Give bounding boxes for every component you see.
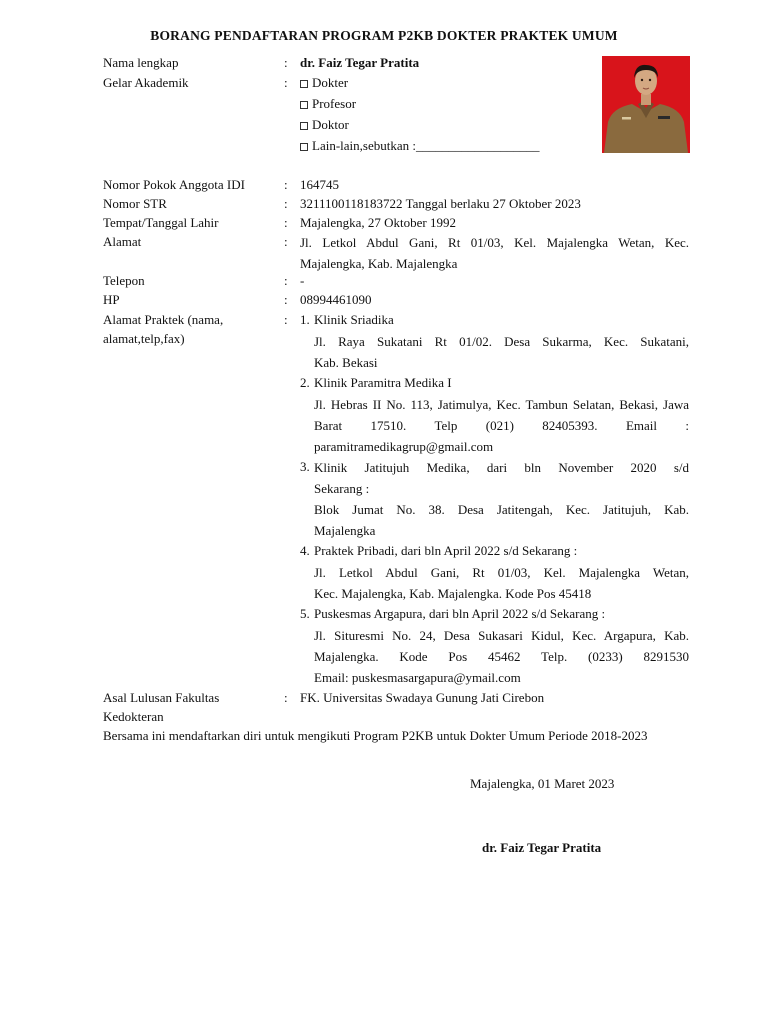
list-number: 1. [300,312,310,327]
colon: : [284,215,288,230]
list-item-body [314,394,689,457]
list-item-heading: Puskesmas Argapura, dari bln April 2022 s/d Sekarang : [314,606,606,621]
list-item-heading: Praktek Pribadi, dari bln April 2022 s/d Sekarang : [314,543,578,558]
colon: : [284,196,288,211]
colon: : [284,690,288,705]
checkbox-icon[interactable] [300,80,308,88]
value-str: 3211100118183722 Tanggal berlaku 27 Oktober 2023 [300,196,581,211]
value-ttl: Majalengka, 27 Oktober 1992 [300,215,456,230]
list-number: 3. [300,459,310,474]
label-asal: Asal Lulusan Fakultas [103,690,220,705]
place-date: Majalengka, 01 Maret 2023 [470,776,615,791]
body-line: Jl. Hebras II No. 113, Jatimulya, Kec. Tambun Selatan, [314,397,615,412]
colon: : [284,312,288,327]
option-label: Doktor [312,117,349,132]
body-line: paramitramedikagrup@gmail.com [314,439,494,454]
body-line: Majalengka [314,523,376,538]
list-number: 2. [300,375,310,390]
label-hp: HP [103,292,120,307]
colon: : [284,234,288,249]
list-item-body [314,562,689,604]
option-label: Profesor [312,96,357,111]
body-line: Bekasi, Jawa Barat 17510. Telp (021) 82405393. Email : [314,397,689,433]
alamat-line: Majalengka, Kab. Majalengka [300,256,458,271]
list-item-heading: Klinik Sriadika [314,312,394,327]
body-line: Jl. Letkol Abdul Gani, Rt 01/03, Kel. Majalengka Wetan, [314,565,689,580]
value-alamat [300,232,689,274]
option-label: Dokter [312,75,349,90]
colon: : [284,292,288,307]
form-title: BORANG PENDAFTARAN PROGRAM P2KB DOKTER PRAKTEK UMUM [150,28,618,43]
signature-name: dr. Faiz Tegar Pratita [482,840,602,855]
colon: : [284,75,288,90]
body-line: Blok Jumat No. 38. Desa Jatitengah, Kec. Jatitujuh, Kab. [314,502,689,517]
colon: : [284,55,288,70]
list-item-heading: Klinik Paramitra Medika I [314,375,452,390]
list-item-body [314,625,689,688]
list-item-body [314,331,689,373]
label-telepon: Telepon [103,273,145,288]
list-item-body [314,499,689,541]
checkbox-icon[interactable] [300,122,308,130]
option-doktor[interactable] [300,117,349,133]
alamat-line: Jl. Letkol Abdul Gani, Rt 01/03, Kel. Majalengka Wetan, Kec. [300,235,689,250]
label-alamat: Alamat [103,234,142,249]
option-lain-lain[interactable] [300,138,539,154]
label-nama: Nama lengkap [103,55,179,70]
colon: : [284,273,288,288]
option-dokter[interactable] [300,75,348,91]
heading-line: Klinik Jatitujuh Medika, dari bln November 2020 s/d [314,460,689,475]
body-line: Jl. Raya Sukatani Rt 01/02. Desa Sukarma, Kec. Sukatani, [314,334,689,349]
label-asal: Kedokteran [103,709,164,724]
value-idi: 164745 [300,177,339,192]
list-item-heading [314,457,689,499]
label-ttl: Tempat/Tanggal Lahir [103,215,219,230]
list-number: 5. [300,606,310,621]
person-photo-icon [602,56,690,153]
value-telepon: - [300,273,305,288]
label-gelar: Gelar Akademik [103,75,189,90]
checkbox-icon[interactable] [300,101,308,109]
statement-text: Bersama ini mendaftarkan diri untuk mengikuti Program P2KB untuk Dokter Umum Periode 2018-2023 [103,728,648,743]
body-line: Jl. Situresmi No. 24, Desa Sukasari Kidul, Kec. Argapura, [314,628,656,643]
option-label: Lain-lain,sebutkan :___________________ [312,138,540,153]
checkbox-icon[interactable] [300,143,308,151]
body-line: Kab. Bekasi [314,355,378,370]
label-str: Nomor STR [103,196,167,211]
option-profesor[interactable] [300,96,356,112]
body-line: Kab. Majalengka. Kode Pos 45462 Telp. (0233) 8291530 [314,628,690,664]
body-line: Email: puskesmasargapura@ymail.com [314,670,521,685]
body-line: Kec. Majalengka, Kab. Majalengka. Kode Pos 45418 [314,586,592,601]
heading-line: Sekarang : [314,481,370,496]
label-praktek: alamat,telp,fax) [103,331,185,346]
label-idi: Nomor Pokok Anggota IDI [103,177,245,192]
list-number: 4. [300,543,310,558]
value-hp: 08994461090 [300,292,372,307]
label-praktek: Alamat Praktek (nama, [103,312,224,327]
value-asal: FK. Universitas Swadaya Gunung Jati Cirebon [300,690,545,705]
colon: : [284,177,288,192]
value-nama: dr. Faiz Tegar Pratita [300,55,420,70]
applicant-photo [602,56,690,153]
